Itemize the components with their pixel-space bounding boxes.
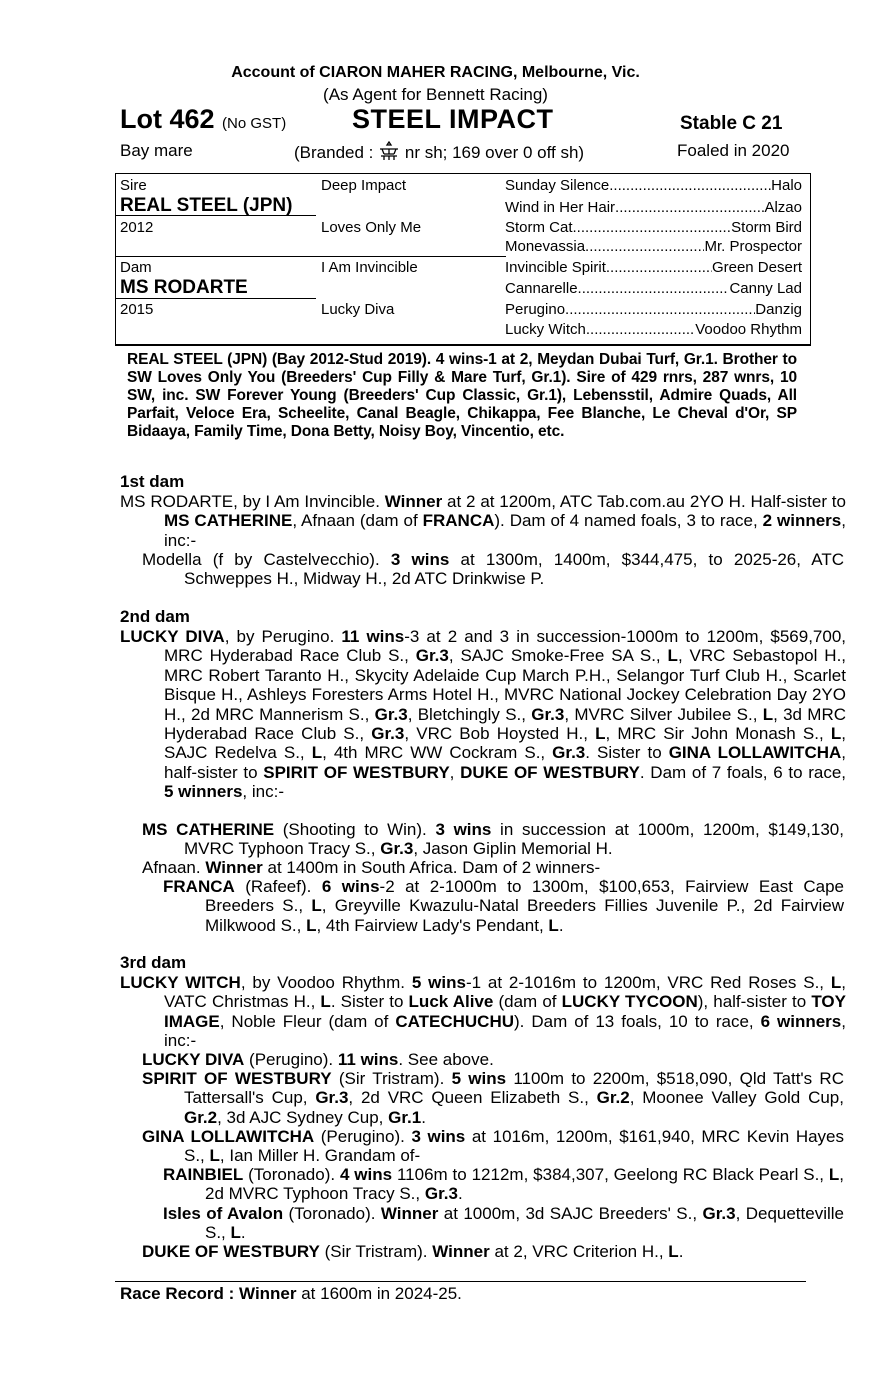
text-run: at 2 at 1200m, ATC Tab.com.au 2YO H. Half-sister to [442, 492, 846, 511]
bold-run: Gr.3 [374, 704, 408, 724]
leader-dots [573, 219, 732, 236]
horse-link-name: DUKE OF WESTBURY [460, 762, 640, 782]
text-run: , Afnaan (dam of [292, 511, 423, 531]
third-gen-entry [505, 177, 802, 194]
brand-mark-icon [378, 141, 400, 166]
bold-run: 11 wins [341, 627, 405, 646]
text-run: . [558, 915, 564, 935]
third-gen-sire: Halo [771, 177, 802, 194]
bold-run: Gr.3 [702, 1204, 736, 1223]
text-run: (dam of [493, 992, 562, 1012]
text-run: , 2d MVRC Typhoon Tracy S., [205, 1165, 845, 1204]
first-dam-text [120, 492, 846, 550]
bold-run: Gr.3 [371, 724, 405, 744]
third-dam-progeny [142, 1127, 844, 1166]
text-run: -1 at 2-1016m to 1200m, VRC Red Roses S., [465, 973, 831, 992]
second-dam-heading: 2nd dam [120, 607, 190, 626]
third-gen-name: Sunday Silence [505, 177, 610, 194]
text-run: , Bletchingly S., [407, 704, 532, 724]
text-run: MS RODARTE, by I Am Invincible. [120, 492, 385, 511]
third-gen-entry [505, 259, 802, 276]
third-gen-sire: Voodoo Rhythm [695, 321, 802, 338]
bold-run: L [209, 1146, 220, 1166]
bold-run: L [311, 896, 322, 916]
text-run: , 4th Fairview Lady's Pendant, [316, 915, 549, 935]
sire-dam: Loves Only Me [321, 219, 422, 236]
leader-dots [578, 280, 730, 297]
stable-number: Stable C 21 [680, 113, 783, 134]
bold-run: L [320, 992, 331, 1012]
text-run: at 1016m, 1200m, $161,940, MRC Kevin Hayes S., [184, 1127, 845, 1166]
third-gen-entry [505, 219, 802, 236]
text-run: (Toronado). [243, 1165, 340, 1184]
leader-dots [615, 199, 764, 216]
text-run: , inc:- [164, 1011, 846, 1051]
bold-run: Gr.1 [388, 1107, 422, 1127]
bold-run: L [230, 1223, 241, 1243]
bold-run: L [668, 1242, 679, 1261]
third-gen-name: Wind in Her Hair [505, 199, 616, 216]
text-run: (Toronado). [283, 1204, 381, 1223]
third-gen-name: Invincible Spirit [505, 259, 606, 276]
text-run: (Perugino). [244, 1050, 338, 1069]
horse-link-name: CATECHUCHU [395, 1011, 515, 1031]
bold-run: 11 wins [337, 1050, 399, 1069]
text-run: . [421, 1107, 426, 1127]
pedigree-table [115, 173, 811, 346]
horse-link-name: LUCKY DIVA [120, 627, 225, 646]
bold-run: 6 wins [321, 877, 380, 896]
leader-dots [606, 259, 712, 276]
text-run: , 3d MRC Hyderabad Race Club S., [164, 704, 846, 744]
second-dam-progeny [142, 820, 844, 859]
race-record-label: Race Record : Winner [120, 1284, 297, 1303]
pedigree-divider [116, 215, 316, 216]
first-dam-progeny [142, 550, 844, 589]
bold-run: 5 winners [164, 782, 243, 802]
text-run: 1100m to 2200m, $518,090, Qld Tatt's RC Tattersall's Cup, [184, 1069, 844, 1108]
leader-dots [586, 321, 695, 338]
text-run: ). Dam of 4 named foals, 3 to race, [494, 511, 763, 531]
third-gen-sire: Mr. Prospector [704, 238, 802, 255]
text-run: ). Dam of 13 foals, 10 to race, [514, 1011, 761, 1031]
bold-run: 3 wins [435, 820, 492, 839]
horse-sex: Bay mare [120, 141, 193, 160]
sire-name: REAL STEEL (JPN) [120, 195, 293, 216]
text-run: -2 at 2-1000m to 1300m, $100,653, Fairview East Cape Breeders S., [205, 877, 844, 916]
race-record-text: at 1600m in 2024-25. [296, 1284, 462, 1303]
text-run: , by Voodoo Rhythm. [240, 973, 412, 992]
second-dam-text [120, 627, 846, 802]
vendor-line: Account of CIARON MAHER RACING, Melbourne, Vic. [231, 64, 640, 81]
lot-number [120, 104, 286, 135]
dam-year: 2015 [120, 301, 154, 318]
text-run: , 4th MRC WW Cockram S., [322, 743, 553, 763]
third-dam-grand-progeny [163, 1204, 844, 1243]
text-run: , Moonee Valley Gold Cup, [629, 1088, 844, 1108]
bold-run: Gr.2 [596, 1088, 630, 1108]
text-run: , 2d VRC Queen Elizabeth S., [348, 1088, 597, 1108]
brand-info [294, 141, 584, 166]
horse-link-name: TOY IMAGE [164, 992, 846, 1031]
leader-dots [585, 238, 704, 255]
bold-run: 3 wins [411, 1127, 466, 1146]
third-gen-sire: Alzao [764, 199, 802, 216]
bold-run: L [311, 743, 323, 763]
bold-run: Gr.3 [315, 1088, 349, 1108]
text-run: (Sir Tristram). [319, 1242, 433, 1261]
horse-link-name: RAINBIEL [163, 1165, 244, 1184]
bold-run: L [830, 973, 842, 992]
text-run: , inc:- [164, 511, 846, 550]
text-run: , SAJC Smoke-Free SA S., [448, 646, 668, 666]
third-gen-entry [505, 238, 802, 255]
bold-run: 4 wins [339, 1165, 393, 1184]
leader-dots [609, 177, 771, 194]
bold-run: L [830, 724, 842, 744]
third-gen-name: Perugino [505, 301, 566, 318]
text-run: . See above. [398, 1050, 494, 1069]
third-gen-name: Monevassia [505, 238, 586, 255]
third-gen-entry [505, 199, 802, 216]
lot-label: Lot 462 [120, 104, 215, 134]
text-run: 1106m to 1212m, $384,307, Geelong RC Black Pearl S., [392, 1165, 829, 1184]
dam-name: MS RODARTE [120, 277, 248, 298]
text-run: . Dam of 7 foals, 6 to race, [639, 762, 847, 782]
text-run: in succession at 1000m, 1200m, $149,130, MVRC Typhoon Tracy S., [184, 820, 844, 859]
text-run: , VRC Sebastopol H., MRC Robert Taranto H., Skycity Adelaide Cup March P.H., Selangor Turf Club H., Scarlet Bisque H., Ashleys Foresters Arms Hotel H., MVRC National Jockey Celebration Day 2YO H., 2d MRC Mannerism S., [164, 646, 847, 724]
third-dam-progeny [142, 1242, 802, 1261]
dam-label: Dam [120, 259, 152, 276]
bold-run: Gr.3 [552, 743, 586, 763]
dam-sire: I Am Invincible [321, 259, 418, 276]
bold-run: Gr.3 [380, 839, 414, 859]
text-run: . [457, 1184, 463, 1204]
text-run: at 1000m, 3d SAJC Breeders' S., [438, 1204, 703, 1223]
text-run: -3 at 2 and 3 in succession-1000m to 1200m, $569,700, MRC Hyderabad Race Club S., [164, 627, 846, 666]
horse-link-name: MS CATHERINE [164, 511, 293, 531]
horse-link-name: Luck Alive [408, 992, 494, 1012]
text-run: , by Perugino. [224, 627, 342, 646]
horse-link-name: LUCKY WITCH [120, 973, 241, 992]
horse-link-name: DUKE OF WESTBURY [142, 1242, 320, 1261]
bold-run: Gr.3 [424, 1184, 458, 1204]
foaled-year: Foaled in 2020 [677, 141, 790, 160]
gst-note: (No GST) [222, 115, 287, 132]
first-dam-heading: 1st dam [120, 472, 185, 491]
third-gen-entry [505, 301, 802, 318]
text-run: (Rafeef). [234, 877, 322, 896]
bold-run: L [762, 704, 774, 724]
text-run: , SAJC Redelva S., [164, 724, 846, 763]
second-dam-progeny [142, 858, 802, 877]
third-gen-name: Storm Cat [505, 219, 573, 236]
text-run: , Noble Fleur (dam of [219, 1011, 396, 1031]
horse-link-name: Isles of Avalon [163, 1204, 284, 1223]
text-run: , MRC Sir John Monash S., [605, 724, 831, 744]
text-run: at 1300m, 1400m, $344,475, to 2025-26, ATC Schweppes H., Midway H., 2d ATC Drinkwise P. [184, 550, 844, 589]
text-run: . [678, 1242, 684, 1261]
text-run: , VRC Bob Hoysted H., [404, 724, 596, 744]
third-gen-name: Cannarelle [505, 280, 578, 297]
sire-sire: Deep Impact [321, 177, 407, 194]
horse-link-name: SPIRIT OF WESTBURY [263, 762, 450, 782]
second-dam-grand-progeny [163, 877, 844, 935]
text-run: , Dequetteville S., [205, 1204, 844, 1243]
bold-run: 5 wins [451, 1069, 507, 1088]
bold-run: Winner [205, 858, 263, 877]
bold-run: L [667, 646, 678, 666]
text-run: (Shooting to Win). [274, 820, 436, 839]
race-record-divider [115, 1281, 806, 1282]
text-run: at 1400m in South Africa. Dam of 2 winners- [262, 858, 601, 877]
third-dam-text [120, 973, 846, 1051]
horse-name: STEEL IMPACT [352, 104, 554, 134]
text-run: at 2, VRC Criterion H., [489, 1242, 669, 1261]
bold-run: Winner [432, 1242, 490, 1261]
bold-run: 5 wins [411, 973, 466, 992]
sire-summary: REAL STEEL (JPN) (Bay 2012-Stud 2019). 4 wins-1 at 2, Meydan Dubai Turf, Gr.1. Brother to SW Loves Only You (Breeders' Cup Filly & Mare Turf, Gr.1). Sire of 429 rnrs, 287 wnrs, 10 SW, inc. SW Forever Young (Breeders' Cup Classic, Gr.1), Lebensstil, Admire Quads, All Parfait, Veloce Era, Scheelite, Canal Beagle, Chikappa, Fee Blanche, Le Cheval d'Or, SP Bidaaya, Family Time, Dona Betty, Noisy Boy, Vincentio, etc. [127, 351, 797, 440]
text-run: . Sister to [585, 743, 669, 763]
third-gen-entry [505, 321, 802, 338]
text-run: , VATC Christmas H., [164, 973, 846, 1012]
horse-link-name: GINA LOLLAWITCHA [142, 1127, 315, 1146]
text-run: (Sir Tristram). [331, 1069, 452, 1088]
sire-year: 2012 [120, 219, 154, 236]
bold-run: Winner [384, 492, 443, 511]
text-run: (Perugino). [314, 1127, 412, 1146]
leader-dots [565, 301, 755, 318]
agent-line: (As Agent for Bennett Racing) [323, 85, 548, 104]
text-run: , 3d AJC Sydney Cup, [217, 1107, 389, 1127]
bold-run: L [828, 1165, 840, 1184]
bold-run: Gr.3 [531, 704, 565, 724]
horse-link-name: GINA LOLLAWITCHA [668, 743, 842, 763]
brand-prefix: (Branded : [294, 143, 374, 162]
text-run: , half-sister to [164, 743, 847, 782]
text-run: , Greyville Kwazulu-Natal Breeders Fillies Juvenile P., 2d Fairview Milkwood S., [205, 896, 844, 935]
text-run: , inc:- [242, 782, 284, 802]
third-gen-sire: Canny Lad [729, 280, 802, 297]
third-dam-progeny [142, 1069, 844, 1127]
text-run: , MVRC Silver Jubilee S., [564, 704, 763, 724]
text-run: , [449, 762, 461, 782]
race-record [120, 1284, 462, 1304]
horse-link-name: MS CATHERINE [142, 820, 275, 839]
brand-suffix: nr sh; 169 over 0 off sh) [404, 143, 585, 162]
bold-run: L [306, 915, 317, 935]
sire-label: Sire [120, 177, 147, 194]
third-gen-sire: Storm Bird [731, 219, 802, 236]
third-gen-sire: Green Desert [711, 259, 802, 276]
horse-link-name: SPIRIT OF WESTBURY [142, 1069, 332, 1088]
text-run: , Jason Giplin Memorial H. [413, 839, 613, 859]
bold-run: Gr.3 [415, 646, 449, 666]
text-run: . [240, 1223, 246, 1243]
third-dam-grand-progeny [163, 1165, 844, 1204]
horse-link-name: LUCKY DIVA [142, 1050, 245, 1069]
third-dam-heading: 3rd dam [120, 953, 187, 972]
text-run: Afnaan. [142, 858, 206, 877]
dam-dam: Lucky Diva [321, 301, 395, 318]
horse-link-name: LUCKY TYCOON [561, 992, 698, 1012]
text-run: , Ian Miller H. Grandam of- [219, 1146, 421, 1166]
bold-run: 2 winners [762, 511, 842, 531]
third-gen-entry [505, 280, 802, 297]
bold-run: Winner [380, 1204, 439, 1223]
text-run: . Sister to [330, 992, 409, 1012]
horse-link-name: FRANCA [422, 511, 495, 531]
text-run: ), half-sister to [697, 992, 812, 1012]
text-run: Modella (f by Castelvecchio). [142, 550, 391, 569]
bold-run: L [548, 915, 559, 935]
bold-run: 6 winners [760, 1011, 842, 1031]
third-gen-name: Lucky Witch [505, 321, 586, 338]
bold-run: 3 wins [390, 550, 450, 569]
bold-run: L [595, 724, 606, 744]
horse-link-name: FRANCA [163, 877, 235, 896]
bold-run: Gr.2 [184, 1107, 218, 1127]
third-dam-progeny [142, 1050, 802, 1069]
pedigree-divider [116, 256, 506, 257]
third-gen-sire: Danzig [755, 301, 802, 318]
